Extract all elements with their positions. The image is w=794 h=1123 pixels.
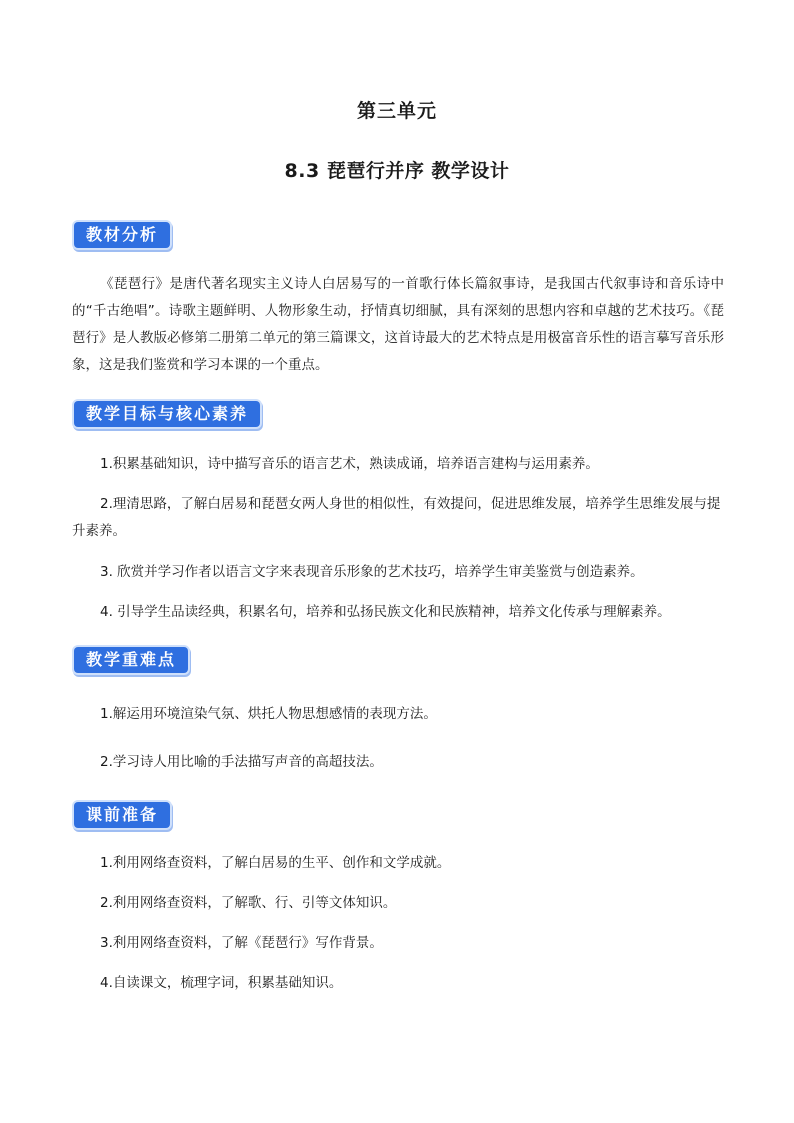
goal-item-2: 2.理清思路，了解白居易和琵琶女两人身世的相似性，有效提问，促进思维发展，培养学生思维发展与提升素养。 — [72, 496, 721, 539]
prep-item-1: 1.利用网络查资料，了解白居易的生平、创作和文学成就。 — [100, 855, 451, 871]
section-badge-analysis: 教材分析 — [74, 222, 170, 248]
analysis-paragraph: 《琵琶行》是唐代著名现实主义诗人白居易写的一首歌行体长篇叙事诗，是我国古代叙事诗和音乐诗中的“千古绝唱”。诗歌主题鲜明、人物形象生动，抒情真切细腻，具有深刻的思想内容和卓越的艺术技巧。《琵琶行》是人教版必修第二册第二单元的第三篇课文，这首诗最大的艺术特点是用极富音乐性的语言摹写音乐形象，这是我们鉴赏和学习本课的一个重点。 — [72, 276, 724, 373]
goal-item-4: 4. 引导学生品读经典，积累名句，培养和弘扬民族文化和民族精神，培养文化传承与理解素养。 — [100, 604, 671, 620]
prep-item-2: 2.利用网络查资料，了解歌、行、引等文体知识。 — [100, 895, 397, 911]
keypoint-item-2: 2.学习诗人用比喻的手法描写声音的高超技法。 — [100, 754, 383, 770]
section-badge-goals: 教学目标与核心素养 — [74, 401, 260, 427]
keypoint-item-1: 1.解运用环境渲染气氛、烘托人物思想感情的表现方法。 — [100, 706, 437, 722]
lesson-title: 8.3 琵琶行并序 教学设计 — [284, 160, 510, 182]
section-badge-prep: 课前准备 — [74, 802, 170, 828]
goal-item-3: 3. 欣赏并学习作者以语言文字来表现音乐形象的艺术技巧，培养学生审美鉴赏与创造素养。 — [100, 564, 644, 580]
prep-item-4: 4.自读课文，梳理字词，积累基础知识。 — [100, 975, 343, 991]
unit-title: 第三单元 — [356, 100, 437, 122]
prep-item-3: 3.利用网络查资料，了解《琵琶行》写作背景。 — [100, 935, 383, 951]
section-badge-keypoints: 教学重难点 — [74, 647, 188, 673]
goal-item-1: 1.积累基础知识，诗中描写音乐的语言艺术，熟读成诵，培养语言建构与运用素养。 — [100, 456, 599, 472]
